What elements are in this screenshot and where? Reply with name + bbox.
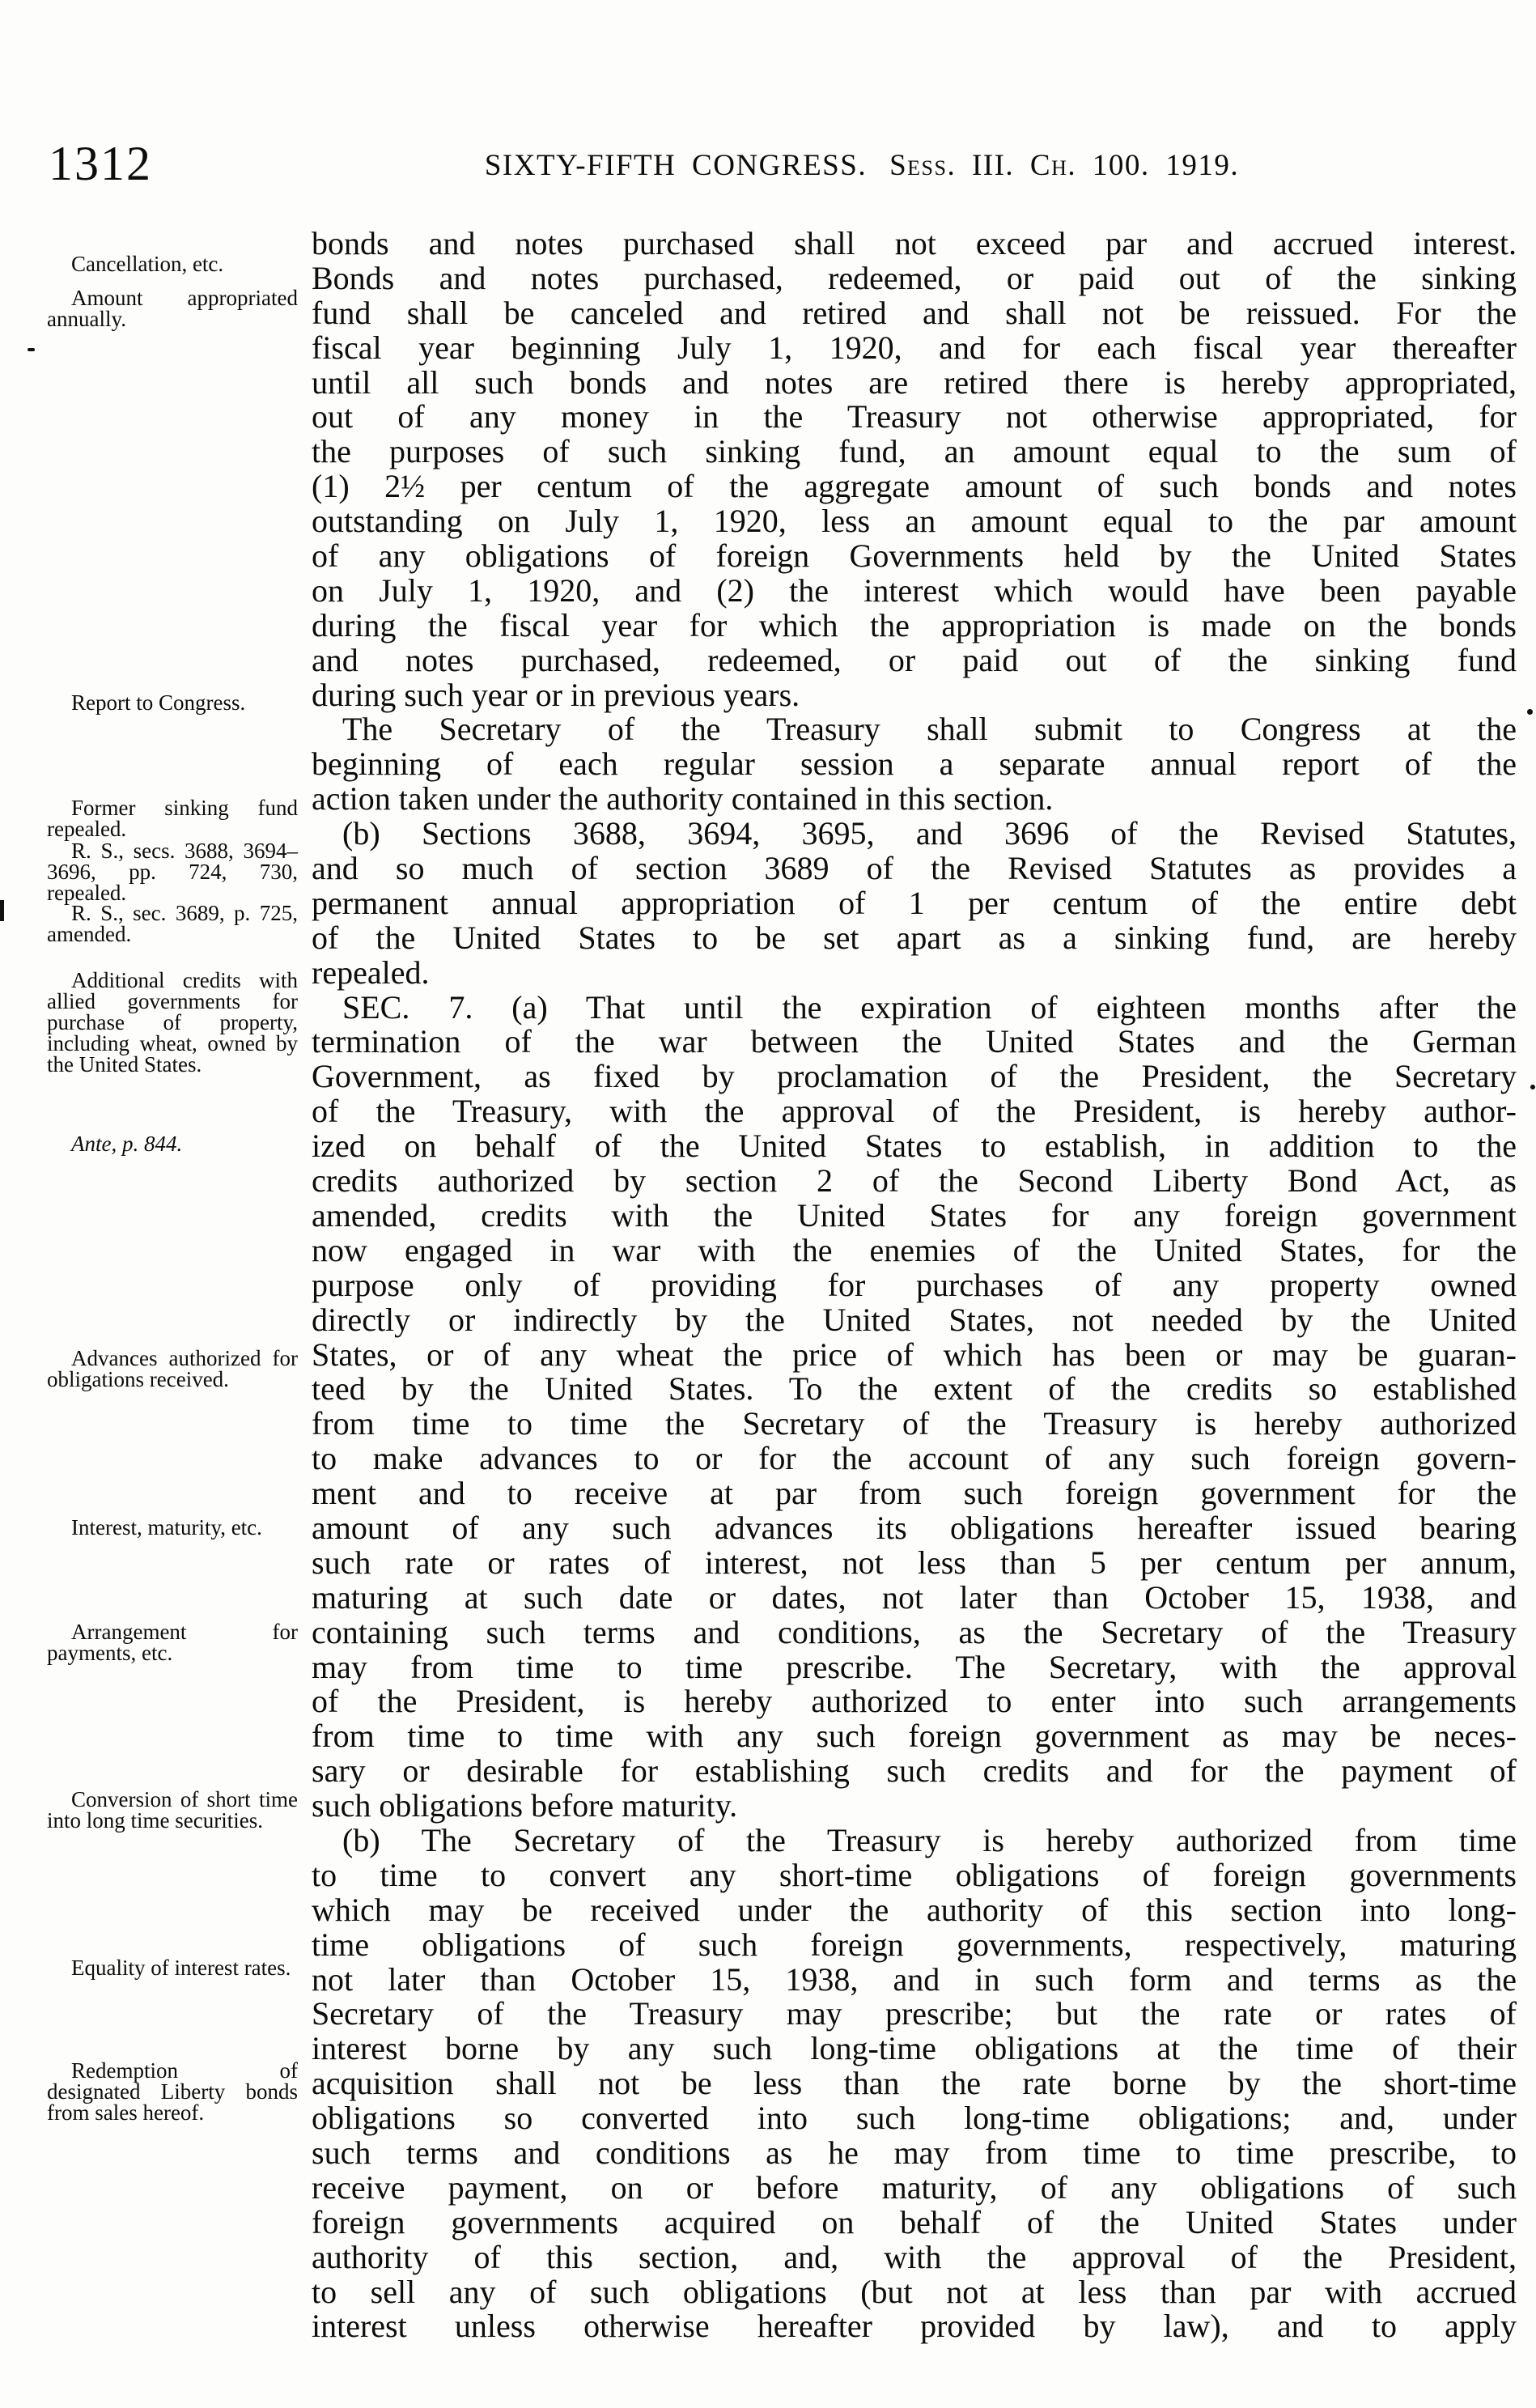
body-line: from time to time with any such foreign government as may be neces- [312,1718,1517,1755]
sidenote-rs-sec-3689: R. S., sec. 3689, p. 725, amended. [47,901,298,946]
sidenote-cancellation: Cancellation, etc. [71,252,224,276]
body-line: during such year or in previous years. [312,676,800,713]
sidenote-report-to-congress: Report to Congress. [71,690,246,715]
ink-speck [28,348,35,351]
body-line: which may be received under the authority of this section into long- [312,1891,1517,1928]
body-line: Government, as fixed by proclamation of the President, the Secretary [312,1058,1517,1095]
body-line: such terms and conditions as he may from time to time prescribe, to [312,2134,1517,2171]
body-line: outstanding on July 1, 1920, less an amount equal to the par amount [312,503,1517,540]
body-line: of the United States to be set apart as a sinking fund, are hereby [312,919,1517,956]
body-line: credits authorized by section 2 of the Second Liberty Bond Act, as [312,1162,1517,1200]
body-line: of any obligations of foreign Governments held by the United States [312,537,1517,575]
body-line: ized on behalf of the United States to establish, in addition to the [312,1128,1517,1165]
sidenote-equality-interest-rates: Equality of interest rates. [71,1956,291,1980]
body-line: acquisition shall not be less than the rate borne by the short-time [312,2065,1517,2102]
sidenote-conversion-securities: Conversion of short time into long time securities. [47,1787,298,1833]
body-line: permanent annual appropriation of 1 per centum of the entire debt [312,884,1517,921]
ink-speck [1530,1085,1535,1089]
body-line: purpose only of providing for purchases of any property owned [312,1266,1517,1303]
body-line: time obligations of such foreign governments, respectively, maturing [312,1926,1517,1963]
body-line: fund shall be canceled and retired and shall not be reissued. For the [312,294,1517,331]
body-line: Bonds and notes purchased, redeemed, or paid out of the sinking [312,259,1517,296]
body-line: until all such bonds and notes are retired there is hereby appropriated, [312,363,1517,401]
body-line: (1) 2½ per centum of the aggregate amount of such bonds and notes [312,468,1517,505]
sidenote-former-sinking-fund: Former sinking fund repealed. [47,796,298,841]
body-line: receive payment, on or before maturity, of any obligations of such [312,2168,1517,2206]
body-line: obligations so converted into such long-time obligations; and, under [312,2100,1517,2137]
body-line: such obligations before maturity. [312,1787,738,1824]
body-line: amount of any such advances its obligations hereafter issued bearing [312,1509,1517,1546]
body-line: (b) The Secretary of the Treasury is hereby authorized from time [342,1821,1517,1858]
body-line: (b) Sections 3688, 3694, 3695, and 3696 of the Revised Statutes, [342,815,1517,852]
running-head [485,151,1239,180]
body-line: may from time to time prescribe. The Secretary, with the approval [312,1648,1517,1685]
body-line-sec-7: SEC. 7. (a) That until the expiration of eighteen months after the [342,988,1517,1026]
body-line: termination of the war between the United States and the German [312,1023,1517,1060]
body-line: repealed. [312,953,430,991]
sidenote-arrangement-payments: Arrangement for payments, etc. [47,1620,298,1665]
body-line: fiscal year beginning July 1, 1920, and for each fiscal year thereafter [312,329,1517,366]
body-line: now engaged in war with the enemies of the United States, for the [312,1231,1517,1268]
sidenote-rs-secs-3688-3694-3696: R. S., secs. 3688, 3694–3696, pp. 724, 730, repealed. [47,839,298,905]
body-line: the purposes of such sinking fund, an amount equal to the sum of [312,433,1517,470]
body-line: interest unless otherwise hereafter provided by law), and to apply [312,2308,1517,2345]
body-line: teed by the United States. To the extent of the credits so established [312,1370,1517,1408]
body-line: Secretary of the Treasury may prescribe; but the rate or rates of [312,1995,1517,2032]
body-line: foreign governments acquired on behalf of the United States under [312,2203,1517,2240]
body-line: to make advances to or for the account of any such foreign govern- [312,1440,1517,1477]
sidenote-advances-authorized: Advances authorized for obligations received. [47,1346,298,1391]
sidenote-redemption-liberty-bonds: Redemption of designated Liberty bonds from sales hereof. [47,2058,298,2125]
sidenote-additional-credits: Additional credits with allied governments for purchase of property, including wheat, owned by the United States. [47,968,298,1077]
body-line: maturing at such date or dates, not later than October 15, 1938, and [312,1578,1517,1616]
body-line: of the Treasury, with the approval of the President, is hereby author- [312,1093,1517,1130]
body-line: action taken under the authority contained in this section. [312,780,1054,818]
body-line: of the President, is hereby authorized to enter into such arrangements [312,1683,1517,1720]
ink-speck [1527,709,1533,715]
body-line: The Secretary of the Treasury shall submit to Congress at the [342,711,1517,748]
sidenote-ante-p-844: Ante, p. 844. [71,1132,183,1156]
running-head-congress: SIXTY-FIFTH CONGRESS. [484,149,868,182]
page-number: 1312 [49,137,152,190]
body-line: and notes purchased, redeemed, or paid out of the sinking fund [312,641,1517,678]
body-line: to sell any of such obligations (but not at less than par with accrued [312,2273,1517,2310]
body-line: bonds and notes purchased shall not exceed par and accrued interest. [312,225,1517,261]
sidenote-interest-maturity: Interest, maturity, etc. [71,1515,262,1540]
body-line: from time to time the Secretary of the Treasury is hereby authorized [312,1405,1517,1442]
scan-edge-mark [0,900,4,921]
running-head-session-chapter-year: Sess. III. Ch. 100. 1919. [889,149,1240,182]
body-line: sary or desirable for establishing such credits and for the payment of [312,1752,1517,1790]
body-line: States, or of any wheat the price of which has been or may be guaran- [312,1336,1517,1373]
body-line: amended, credits with the United States for any foreign government [312,1196,1517,1234]
body-line: on July 1, 1920, and (2) the interest which would have been payable [312,571,1517,609]
body-line: out of any money in the Treasury not otherwise appropriated, for [312,398,1517,435]
body-line: directly or indirectly by the United States, not needed by the United [312,1301,1517,1338]
body-line: not later than October 15, 1938, and in such form and terms as the [312,1960,1517,1998]
body-line: interest borne by any such long-time obligations at the time of their [312,2030,1517,2067]
body-text-column [312,227,1517,2344]
body-line: and so much of section 3689 of the Revised Statutes as provides a [312,850,1517,887]
body-line: during the fiscal year for which the appropriation is made on the bonds [312,606,1517,643]
body-line: beginning of each regular session a separate annual report of the [312,745,1517,783]
body-line: to time to convert any short-time obligations of foreign governments [312,1856,1517,1893]
body-line: authority of this section, and, with the approval of the President, [312,2238,1517,2275]
body-line: such rate or rates of interest, not less than 5 per centum per annum, [312,1544,1517,1581]
body-line: ment and to receive at par from such foreign government for the [312,1475,1517,1512]
body-line: containing such terms and conditions, as the Secretary of the Treasury [312,1613,1517,1650]
sidenote-amount-appropriated: Amount appropriated annually. [47,286,298,331]
